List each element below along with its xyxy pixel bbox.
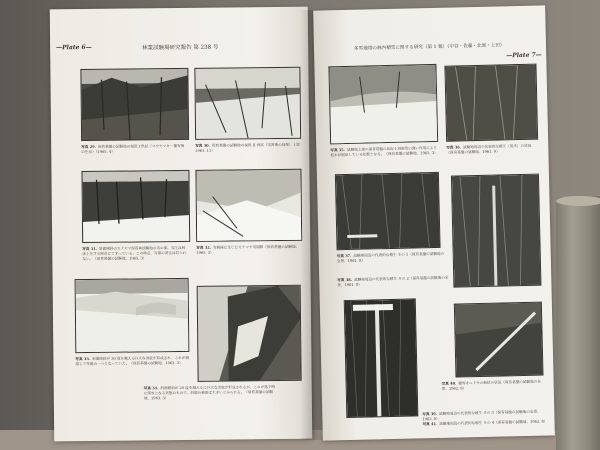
caption-31: 写真 31. 斜面傾斜のカナヤマ保育林試験地の雪の量。雪圧は林床上をする時点にてずっている。この時点、雪崩の発生は見られない。（保育基盤の試験地、1965. 3）: [82, 245, 187, 262]
photo-36: [444, 64, 538, 142]
photo-30: [194, 67, 301, 140]
photo-35: [328, 64, 438, 144]
photo-29-image: [81, 69, 189, 141]
caption-33: 写真 33. 斜面傾斜が 30 度を越える巨大な雪庇が形成され、これが崩落して雪崩の一つとなっていた。（保育基盤の試験地、1963. 3）: [75, 355, 190, 367]
caption-37: 写真 37. 試験地周辺の代表的な植生 その 1（保育基盤の試験地の全景、1961. 8）: [336, 251, 445, 264]
photo-38-image: [452, 175, 541, 288]
photo-40-image: [455, 303, 544, 378]
plate-number-left: —Plate 6—: [56, 43, 92, 52]
journal-title: 林業試験場研究報告 第 238 号: [142, 44, 219, 52]
photo-35-image: [329, 65, 438, 144]
right-page: [313, 5, 555, 440]
photo-37-image: [336, 173, 441, 250]
caption-29: 写真 29. 保育基盤の試験地の現況 I 供試（コウヤマキ－積雪後の生長）（1965. 4）: [81, 143, 185, 155]
caption-38: 写真 38. 試験地周辺の代表的な植生 その 2（保育基盤の試験地の全景、1961. 8）: [337, 275, 449, 288]
article-title: 多雪地帯の林内積雪に関する研究（第 1 報）（中谷・佐藤・北原・上田）: [353, 43, 505, 52]
photo-38: [451, 174, 542, 288]
photo-39: [344, 298, 419, 418]
photo-29: [80, 68, 189, 141]
plate-number-right: —Plate 7—: [506, 51, 542, 60]
caption-36: 写真 36. 試験地周辺の代表的な植生（低木）の状況（保育基盤の試験地、1961. 9）: [446, 143, 532, 155]
photo-33-image: [76, 279, 190, 353]
stone-cylinder-weight: [556, 196, 600, 450]
caption-30: 写真 30. 保育基盤の試験地の現況 II 供試（雪害後の回復）上部 1961. 11）: [195, 142, 300, 154]
photo-31: [81, 170, 190, 243]
photo-31-image: [82, 171, 190, 243]
left-page: [50, 7, 313, 442]
photo-34-image: [198, 286, 302, 382]
photo-32: [195, 169, 302, 242]
photo-36-image: [445, 65, 538, 142]
caption-32: 写真 32. 雪崩後に生じたカナマヤ雪崩跡（保育基盤の試験地、1965. 3）: [196, 244, 300, 256]
caption-34: 写真 34. 斜面傾斜が 20 度を越えるに巨大な雪庇が形成されるが、これが落下時に落雪となる状態のもので、斜面の被害は大きいとみられる。（保育基盤の試験地、1963. 3）: [143, 385, 276, 401]
photo-30-image: [195, 68, 301, 140]
caption-35: 写真 35. 試験地上部の保育基盤の状況 I 斜面雪の強い作用により低木が倒伏している状態となる。（保育基盤の試験地、1965. 3）: [330, 145, 438, 158]
caption-39: 写真 39. 試験地周辺の代表的な植生 その 3（保育基盤の試験地の全景、1962. 8）: [422, 409, 541, 422]
photo-33: [75, 278, 190, 353]
photo-40: [454, 302, 544, 378]
photo-34: [197, 285, 302, 382]
caption-40: 写真 40. 積雪オニドサの倒伏の状況（保育基盤の試験地の全景、1962. 6）: [441, 379, 541, 392]
photo-32-image: [196, 170, 302, 242]
caption-41: 写真 41. 試験地周辺の代表的な植生 その 4（保育基盤の試験地、1962. 8）: [422, 419, 548, 427]
photo-37: [335, 172, 441, 250]
photo-39-image: [345, 299, 419, 418]
